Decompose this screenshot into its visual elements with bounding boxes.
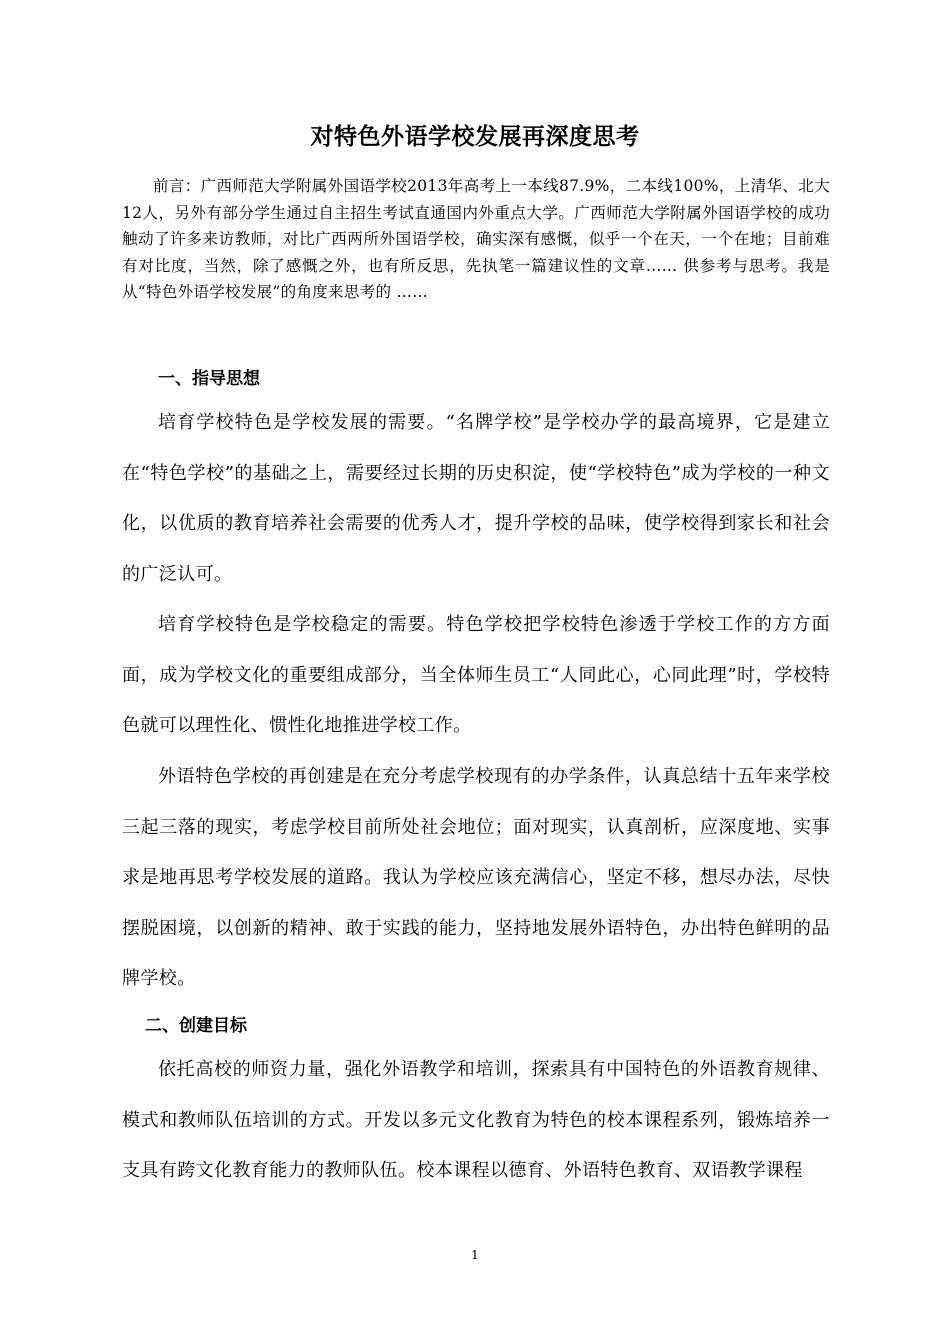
body-paragraph: 依托高校的师资力量，强化外语教学和培训，探索具有中国特色的外语教育规律、模式和教师队伍培训的方式。开发以多元文化教育为特色的校本课程系列，锻炼培养一支具有跨文化教育能力的教师队伍。校本课程以德育、外语特色教育、双语教学课程	[122, 1059, 830, 1181]
body-paragraph: 培育学校特色是学校发展的需要。“名牌学校”是学校办学的最高境界，它是建立在“特色学校”的基础之上，需要经过长期的历史积淀，使“学校特色”成为学校的一种文化，以优质的教育培养社会需要的优秀人才，提升学校的品味，使学校得到家长和社会的广泛认可。	[122, 412, 830, 585]
preface-paragraph: 前言：广西师范大学附属外国语学校2013年高考上一本线87.9%，二本线100%，上清华、北大12人，另外有部分学生通过自主招生考试直通国内外重点大学。广西师范大学附属外国语学校的成功触动了许多来访教师，对比广西两所外国语学校，确实深有感慨，似乎一个在天，一个在地；目前难有对比度，当然，除了感慨之外，也有所反思，先执笔一篇建议性的文章…… 供参考与思考。我是从“特色外语学校发展”的角度来思考的 ……	[122, 177, 830, 302]
document-title: 对特色外语学校发展再深度思考	[310, 124, 640, 150]
section-heading-guiding-ideology: 一、指导思想	[158, 369, 260, 389]
body-paragraph: 外语特色学校的再创建是在充分考虑学校现有的办学条件，认真总结十五年来学校三起三落的现实，考虑学校目前所处社会地位；面对现实，认真剖析，应深度地、实事求是地再思考学校发展的道路。我认为学校应该充满信心，坚定不移，想尽办法，尽快摆脱困境，以创新的精神、敢于实践的能力，坚持地发展外语特色，办出特色鲜明的品牌学校。	[122, 766, 830, 989]
page-number: 1	[471, 1248, 479, 1262]
body-paragraph: 培育学校特色是学校稳定的需要。特色学校把学校特色渗透于学校工作的方方面面，成为学校文化的重要组成部分，当全体师生员工“人同此心，心同此理”时，学校特色就可以理性化、惯性化地推进学校工作。	[122, 614, 830, 736]
section-heading-goals: 二、创建目标	[145, 1016, 247, 1036]
